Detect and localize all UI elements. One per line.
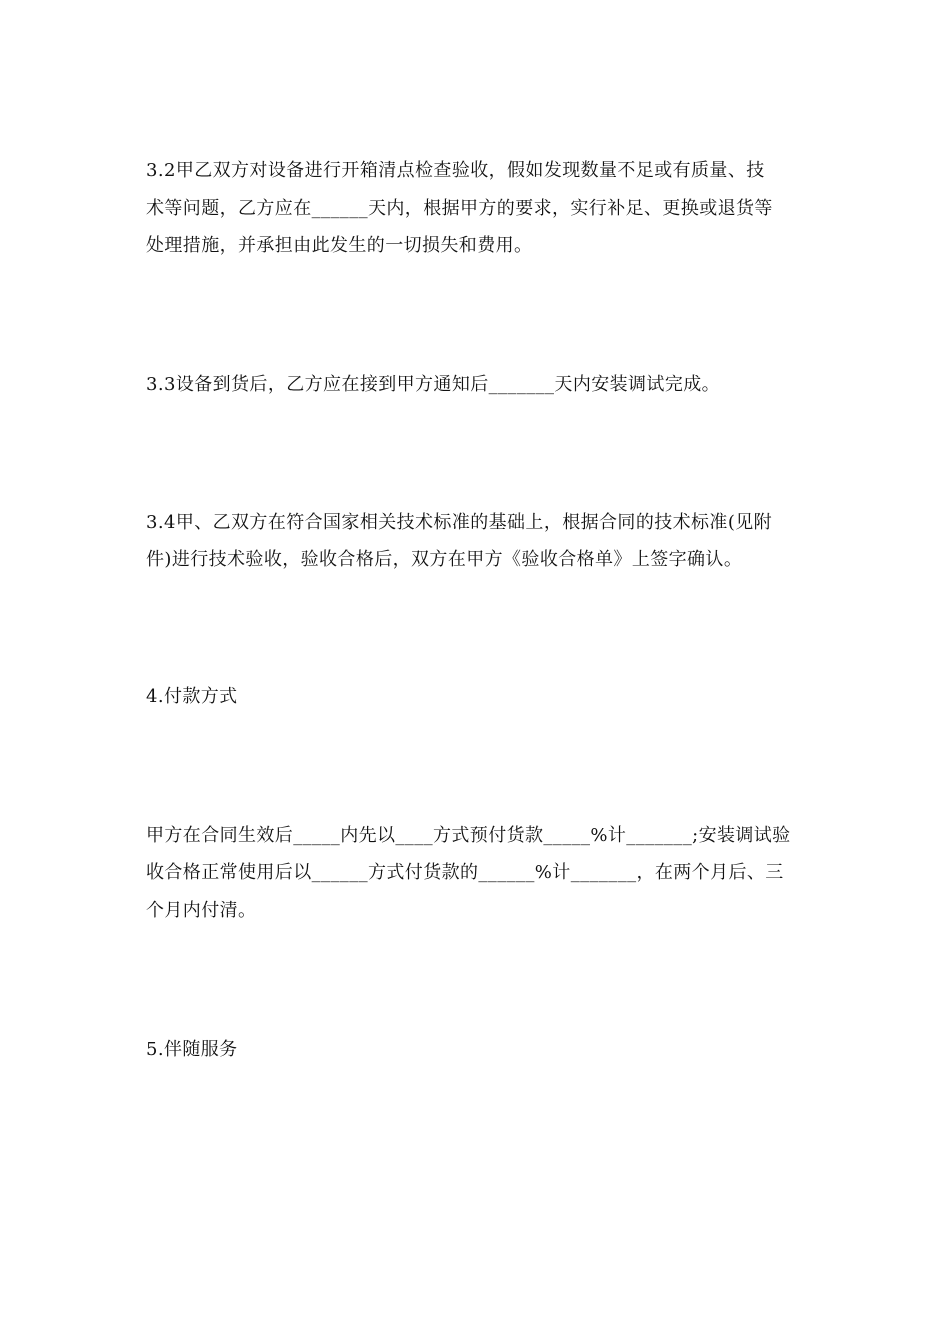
clause-3-3-line-1: 3.3设备到货后，乙方应在接到甲方通知后_______天内安装调试完成。 [146,374,721,395]
section-5-heading: 5.伴随服务 [146,1039,238,1060]
payment-terms-line-2: 收合格正常使用后以______方式付货款的______%计_______，在两个月后、三 [146,862,784,883]
payment-terms-line-1: 甲方在合同生效后_____内先以____方式预付货款_____%计_______;安装调试验 [146,825,791,846]
clause-3-2-line-2: 术等问题，乙方应在______天内，根据甲方的要求，实行补足、更换或退货等 [146,198,773,219]
clause-3-4-line-2: 件)进行技术验收，验收合格后，双方在甲方《验收合格单》上签字确认。 [146,549,743,570]
clause-3-2-line-1: 3.2甲乙双方对设备进行开箱清点检查验收，假如发现数量不足或有质量、技 [146,160,765,181]
clause-3-4-line-1: 3.4甲、乙双方在符合国家相关技术标准的基础上，根据合同的技术标准(见附 [146,512,773,533]
clause-3-2-line-3: 处理措施，并承担由此发生的一切损失和费用。 [146,235,533,256]
section-4-heading: 4.付款方式 [146,686,238,707]
payment-terms-line-3: 个月内付清。 [146,900,257,921]
